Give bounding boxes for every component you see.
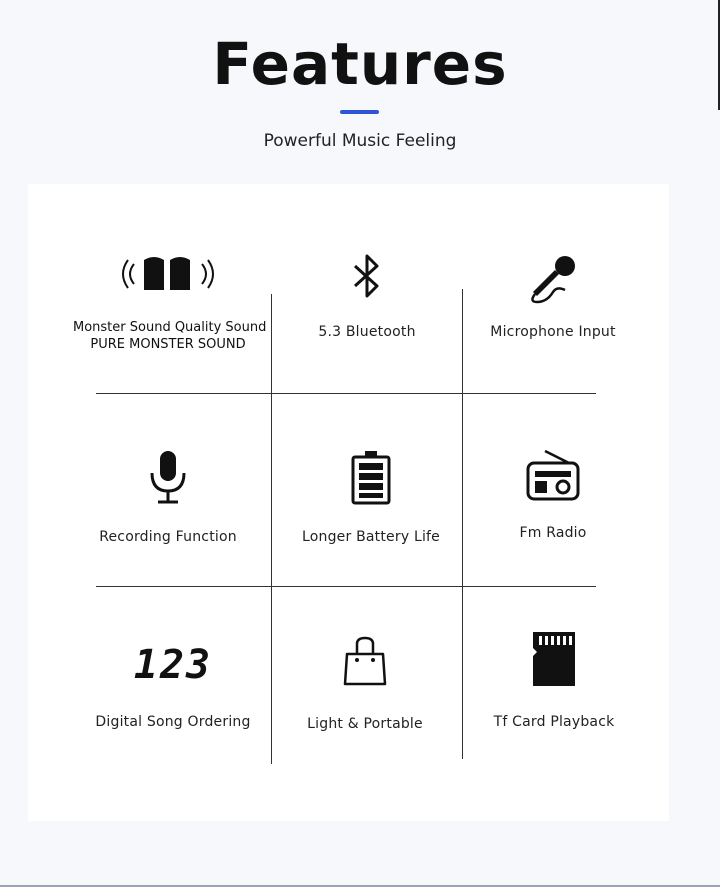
feature-digital-song	[78, 642, 268, 730]
feature-microphone-input	[458, 252, 648, 340]
speaker-sound-icon	[120, 254, 216, 294]
feature-monster-sound	[73, 254, 267, 352]
feature-sublabel: PURE MONSTER SOUND	[90, 337, 246, 352]
feature-label: Recording Function	[99, 529, 237, 545]
feature-label: Longer Battery Life	[302, 529, 440, 545]
feature-fm-radio	[458, 449, 648, 541]
feature-label: Microphone Input	[490, 324, 616, 340]
microphone-icon	[146, 449, 190, 505]
feature-label: Light & Portable	[307, 716, 423, 732]
feature-label: 5.3 Bluetooth	[318, 324, 416, 340]
page-subtitle: Powerful Music Feeling	[263, 131, 457, 151]
feature-bluetooth	[272, 252, 462, 340]
digital-number-icon: 123	[133, 642, 213, 688]
battery-icon	[349, 449, 393, 505]
feature-light-portable	[270, 636, 460, 732]
feature-recording	[73, 449, 263, 545]
feature-label: Tf Card Playback	[493, 714, 615, 730]
feature-battery	[276, 449, 466, 545]
sd-card-icon	[531, 630, 577, 688]
grid-divider	[96, 393, 596, 394]
handbag-icon	[341, 636, 389, 688]
feature-tf-card	[459, 630, 649, 730]
feature-label: Digital Song Ordering	[95, 714, 251, 730]
grid-divider	[96, 586, 596, 587]
bluetooth-icon	[347, 252, 387, 302]
feature-label: Fm Radio	[519, 525, 587, 541]
handheld-microphone-icon	[527, 252, 579, 304]
feature-label: Monster Sound Quality Sound	[73, 320, 267, 335]
title-accent-bar	[340, 110, 379, 114]
page-title: Features	[212, 30, 508, 98]
features-card	[28, 184, 669, 821]
radio-icon	[525, 449, 581, 503]
